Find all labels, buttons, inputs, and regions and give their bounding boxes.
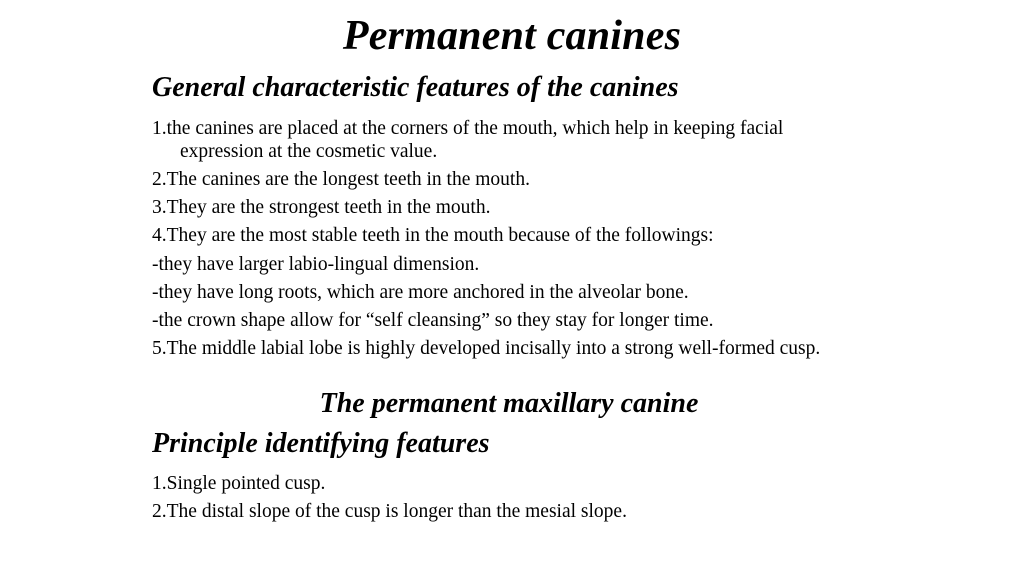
feature-line-4c: -the crown shape allow for “self cleansing” so they stay for longer time. xyxy=(152,310,714,331)
feature-line-4: 4.They are the most stable teeth in the mouth because of the followings: xyxy=(152,225,714,246)
section-heading-maxillary-canine: The permanent maxillary canine xyxy=(319,388,699,419)
feature-line-3: 3.They are the strongest teeth in the mouth. xyxy=(152,197,491,218)
identifying-feature-2: 2.The distal slope of the cusp is longer than the mesial slope. xyxy=(152,501,627,522)
feature-line-1: 1.the canines are placed at the corners of the mouth, which help in keeping facial xyxy=(152,118,784,139)
feature-line-4b: -they have long roots, which are more anchored in the alveolar bone. xyxy=(152,282,689,303)
identifying-feature-1: 1.Single pointed cusp. xyxy=(152,473,326,494)
feature-line-1-continued: expression at the cosmetic value. xyxy=(180,141,438,162)
slide-title: Permanent canines xyxy=(342,13,682,59)
feature-line-4a: -they have larger labio-lingual dimension. xyxy=(152,254,480,275)
feature-line-2: 2.The canines are the longest teeth in the mouth. xyxy=(152,169,530,190)
section-subheading-principle: Principle identifying features xyxy=(152,428,490,459)
section-heading-general: General characteristic features of the canines xyxy=(152,72,679,103)
feature-line-5: 5.The middle labial lobe is highly developed incisally into a strong well-formed cusp. xyxy=(152,338,821,359)
